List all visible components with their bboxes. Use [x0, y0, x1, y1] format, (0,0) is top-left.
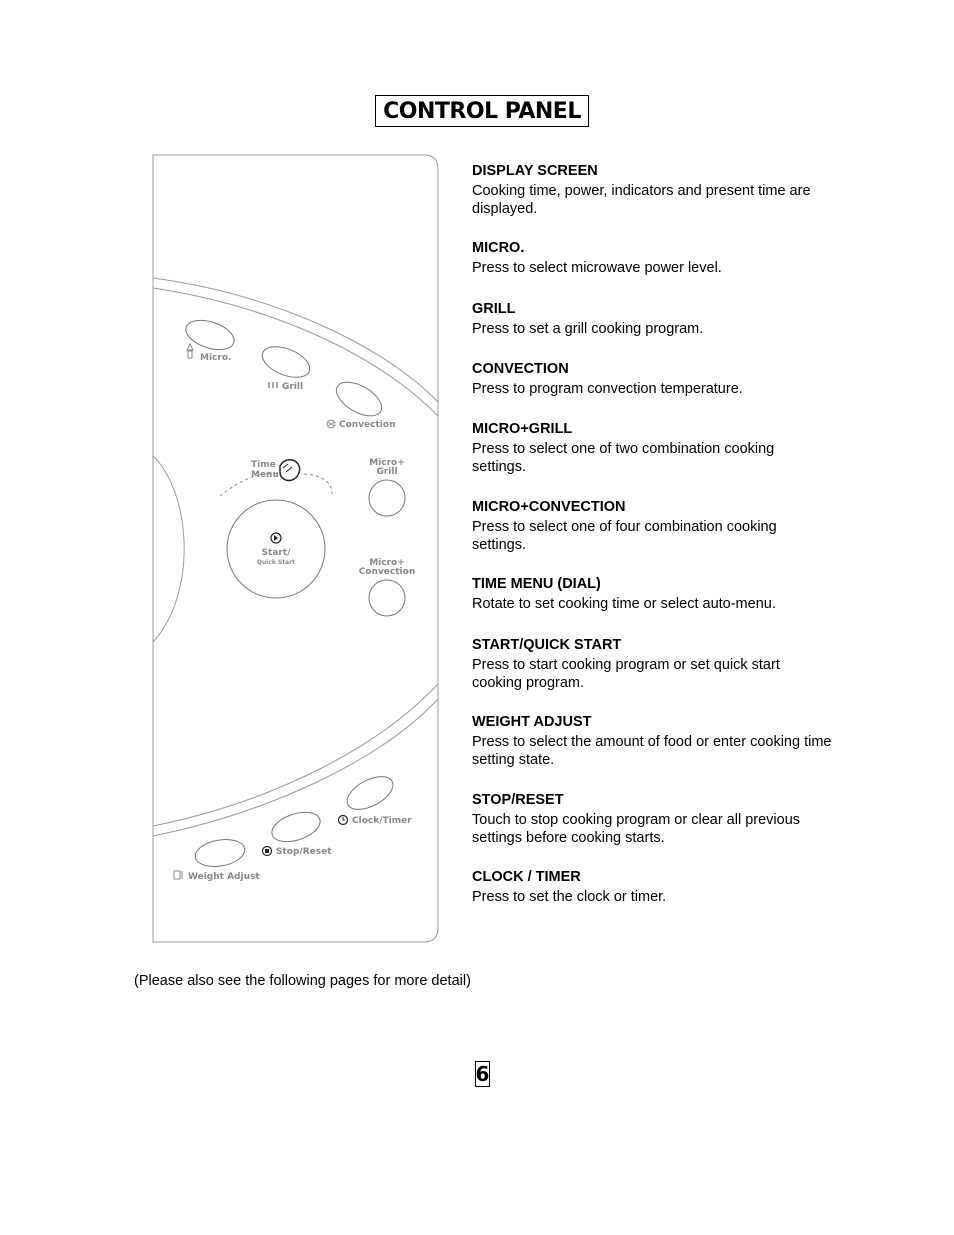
menu-label: Menu: [251, 470, 279, 480]
page-number-text: 6: [475, 1062, 490, 1086]
micro-grill-label-1: Micro+: [369, 458, 405, 468]
definition-term: MICRO.: [472, 240, 525, 256]
definition-desc: Press to select one of two combination cooking settings.: [472, 441, 775, 475]
definition-display-screen: [472, 163, 832, 218]
micro-button[interactable]: [182, 315, 238, 355]
page-title: CONTROL PANEL: [383, 98, 581, 124]
definition-term: TIME MENU (DIAL): [472, 576, 601, 592]
control-panel-svg: [152, 154, 439, 943]
definition-term: DISPLAY SCREEN: [472, 163, 598, 179]
clock-timer-label: Clock/Timer: [352, 816, 412, 826]
micro-label: Micro.: [200, 353, 232, 363]
definition-desc: Press to select the amount of food or enter cooking time setting state.: [472, 734, 832, 768]
definition-micro-grill: [472, 421, 832, 476]
definition-desc: Press to start cooking program or set quick start cooking program.: [472, 657, 780, 691]
dial-arc-right: [304, 474, 332, 494]
definition-term: STOP/RESET: [472, 792, 564, 808]
microwave-icon: [187, 344, 193, 358]
display-window-edge: [153, 456, 184, 642]
definition-desc: Press to set a grill cooking program.: [472, 321, 704, 337]
definition-stop-reset: [472, 792, 832, 847]
definition-weight-adjust: [472, 714, 832, 769]
definition-term: MICRO+GRILL: [472, 421, 573, 437]
definition-desc: Press to select microwave power level.: [472, 260, 722, 276]
grill-button[interactable]: [258, 341, 314, 384]
micro-conv-label-2: Convection: [358, 567, 416, 577]
definition-desc: Touch to stop cooking program or clear all previous settings before cooking starts.: [472, 812, 801, 846]
lower-curve-outer: [153, 684, 438, 826]
page-number: [475, 1061, 490, 1087]
hand-dial-icon: [280, 460, 300, 481]
micro-conv-label-1: Micro+: [369, 558, 405, 568]
quick-start-label: Quick Start: [256, 559, 296, 566]
definition-term: START/QUICK START: [472, 637, 622, 653]
clock-timer-button[interactable]: [342, 770, 398, 816]
grill-label: Grill: [282, 382, 304, 392]
definition-desc: Press to select one of four combination cooking settings.: [472, 519, 777, 553]
start-label: Start/: [261, 548, 291, 558]
time-label: Time: [251, 460, 276, 470]
control-panel-diagram: [152, 154, 439, 943]
definition-term: CONVECTION: [472, 361, 569, 377]
micro-grill-button[interactable]: [369, 480, 405, 516]
definition-term: GRILL: [472, 301, 516, 317]
definition-start-quick-start: [472, 637, 832, 692]
definition-term: MICRO+CONVECTION: [472, 499, 626, 515]
definition-micro: [472, 240, 832, 278]
micro-grill-label-2: Grill: [376, 467, 398, 477]
stop-reset-button[interactable]: [268, 807, 324, 847]
definition-grill: [472, 301, 832, 339]
definition-clock-timer: [472, 869, 832, 907]
definition-desc: Rotate to set cooking time or select auto-menu.: [472, 596, 776, 612]
definition-convection: [472, 361, 832, 399]
start-icon: [271, 533, 281, 543]
weight-adjust-button[interactable]: [193, 836, 247, 870]
micro-convection-button[interactable]: [369, 580, 405, 616]
definition-time-menu: [472, 576, 832, 614]
convection-button[interactable]: [331, 375, 387, 423]
definition-desc: Press to program convection temperature.: [472, 381, 743, 397]
definition-micro-convection: [472, 499, 832, 554]
definition-term: WEIGHT ADJUST: [472, 714, 592, 730]
definition-desc: Press to set the clock or timer.: [472, 889, 667, 905]
more-detail-note: (Please also see the following pages for more detail): [134, 973, 471, 989]
stop-reset-label: Stop/Reset: [276, 847, 332, 857]
definition-term: CLOCK / TIMER: [472, 869, 581, 885]
weight-adjust-label: Weight Adjust: [188, 872, 260, 882]
clock-icon: [339, 816, 348, 825]
stop-icon: [263, 847, 272, 856]
convection-label: Convection: [339, 420, 396, 430]
definition-desc: Cooking time, power, indicators and present time are displayed.: [472, 183, 811, 217]
page-title-box: [375, 95, 589, 127]
fan-icon: [327, 420, 335, 428]
weight-icon: [174, 871, 182, 879]
grill-icon: [269, 382, 277, 388]
